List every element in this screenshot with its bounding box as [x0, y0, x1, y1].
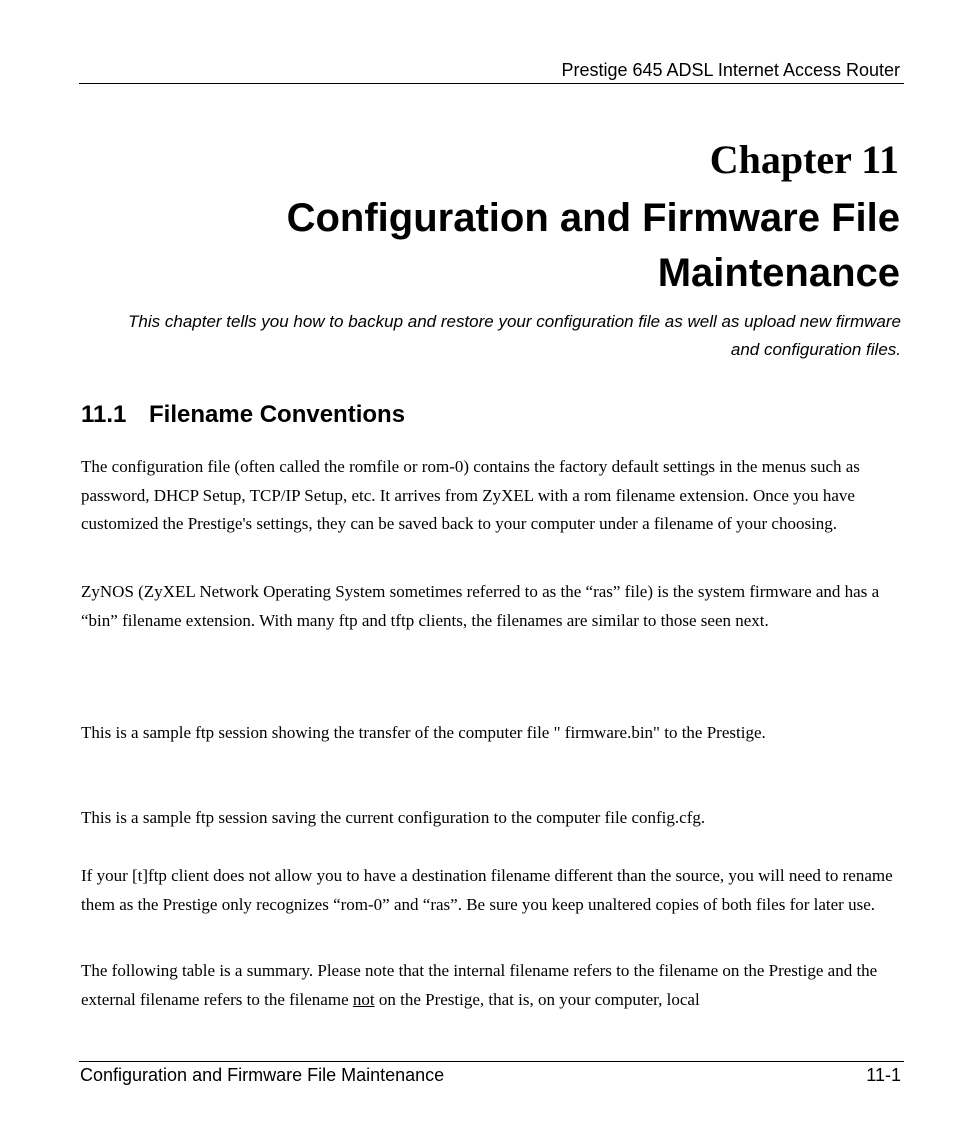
- chapter-intro: This chapter tells you how to backup and restore your configuration file as well as upload new firmware and configuration files.: [128, 312, 901, 359]
- underlined-not: not: [352, 989, 375, 1009]
- section-number: 11.1: [81, 401, 127, 428]
- running-header: Prestige 645 ADSL Internet Access Router: [561, 60, 900, 80]
- summary-text-end: on the Prestige, that is, on your computer, local: [374, 989, 700, 1009]
- header-rule: [79, 83, 904, 84]
- page-number: 11-1: [866, 1065, 901, 1085]
- summary-text-start: The following table is a summary. Please note that the internal filename refers to the filename on the Prestige and the external filename refers to the filename: [81, 961, 878, 1009]
- footer-title: Configuration and Firmware File Maintenance: [80, 1065, 445, 1085]
- chapter-title: Configuration and Firmware File Maintenance: [286, 196, 900, 295]
- section-heading: [81, 399, 405, 431]
- paragraph-rename: If your [t]ftp client does not allow you to have a destination filename different than the source, you will need to rename them as the Prestige only recognizes “rom-0” and “ras”. Be sure you keep unaltered copies of both files for later use.: [81, 866, 893, 914]
- chapter-number: Chapter 11: [709, 137, 899, 182]
- paragraph-ftp-backup: This is a sample ftp session saving the current configuration to the computer file config.cfg.: [81, 808, 706, 827]
- paragraph-romfile: The configuration file (often called the romfile or rom-0) contains the factory default settings in the menus such as password, DHCP Setup, TCP/IP Setup, etc. It arrives from ZyXEL with a rom filename extension. Once you have customized the Prestige's settings, they can be saved back to your computer under a filename of your choosing.: [81, 457, 860, 534]
- paragraph-summary: [81, 957, 903, 1014]
- paragraph-zynos: ZyNOS (ZyXEL Network Operating System sometimes referred to as the “ras” file) is the system firmware and has a “bin” filename extension. With many ftp and tftp clients, the filenames are similar to those seen next.: [81, 582, 880, 630]
- paragraph-ftp-upload: This is a sample ftp session showing the transfer of the computer file " firmware.bin" to the Prestige.: [81, 723, 766, 742]
- footer-rule: [79, 1061, 904, 1062]
- section-title: Filename Conventions: [149, 401, 406, 428]
